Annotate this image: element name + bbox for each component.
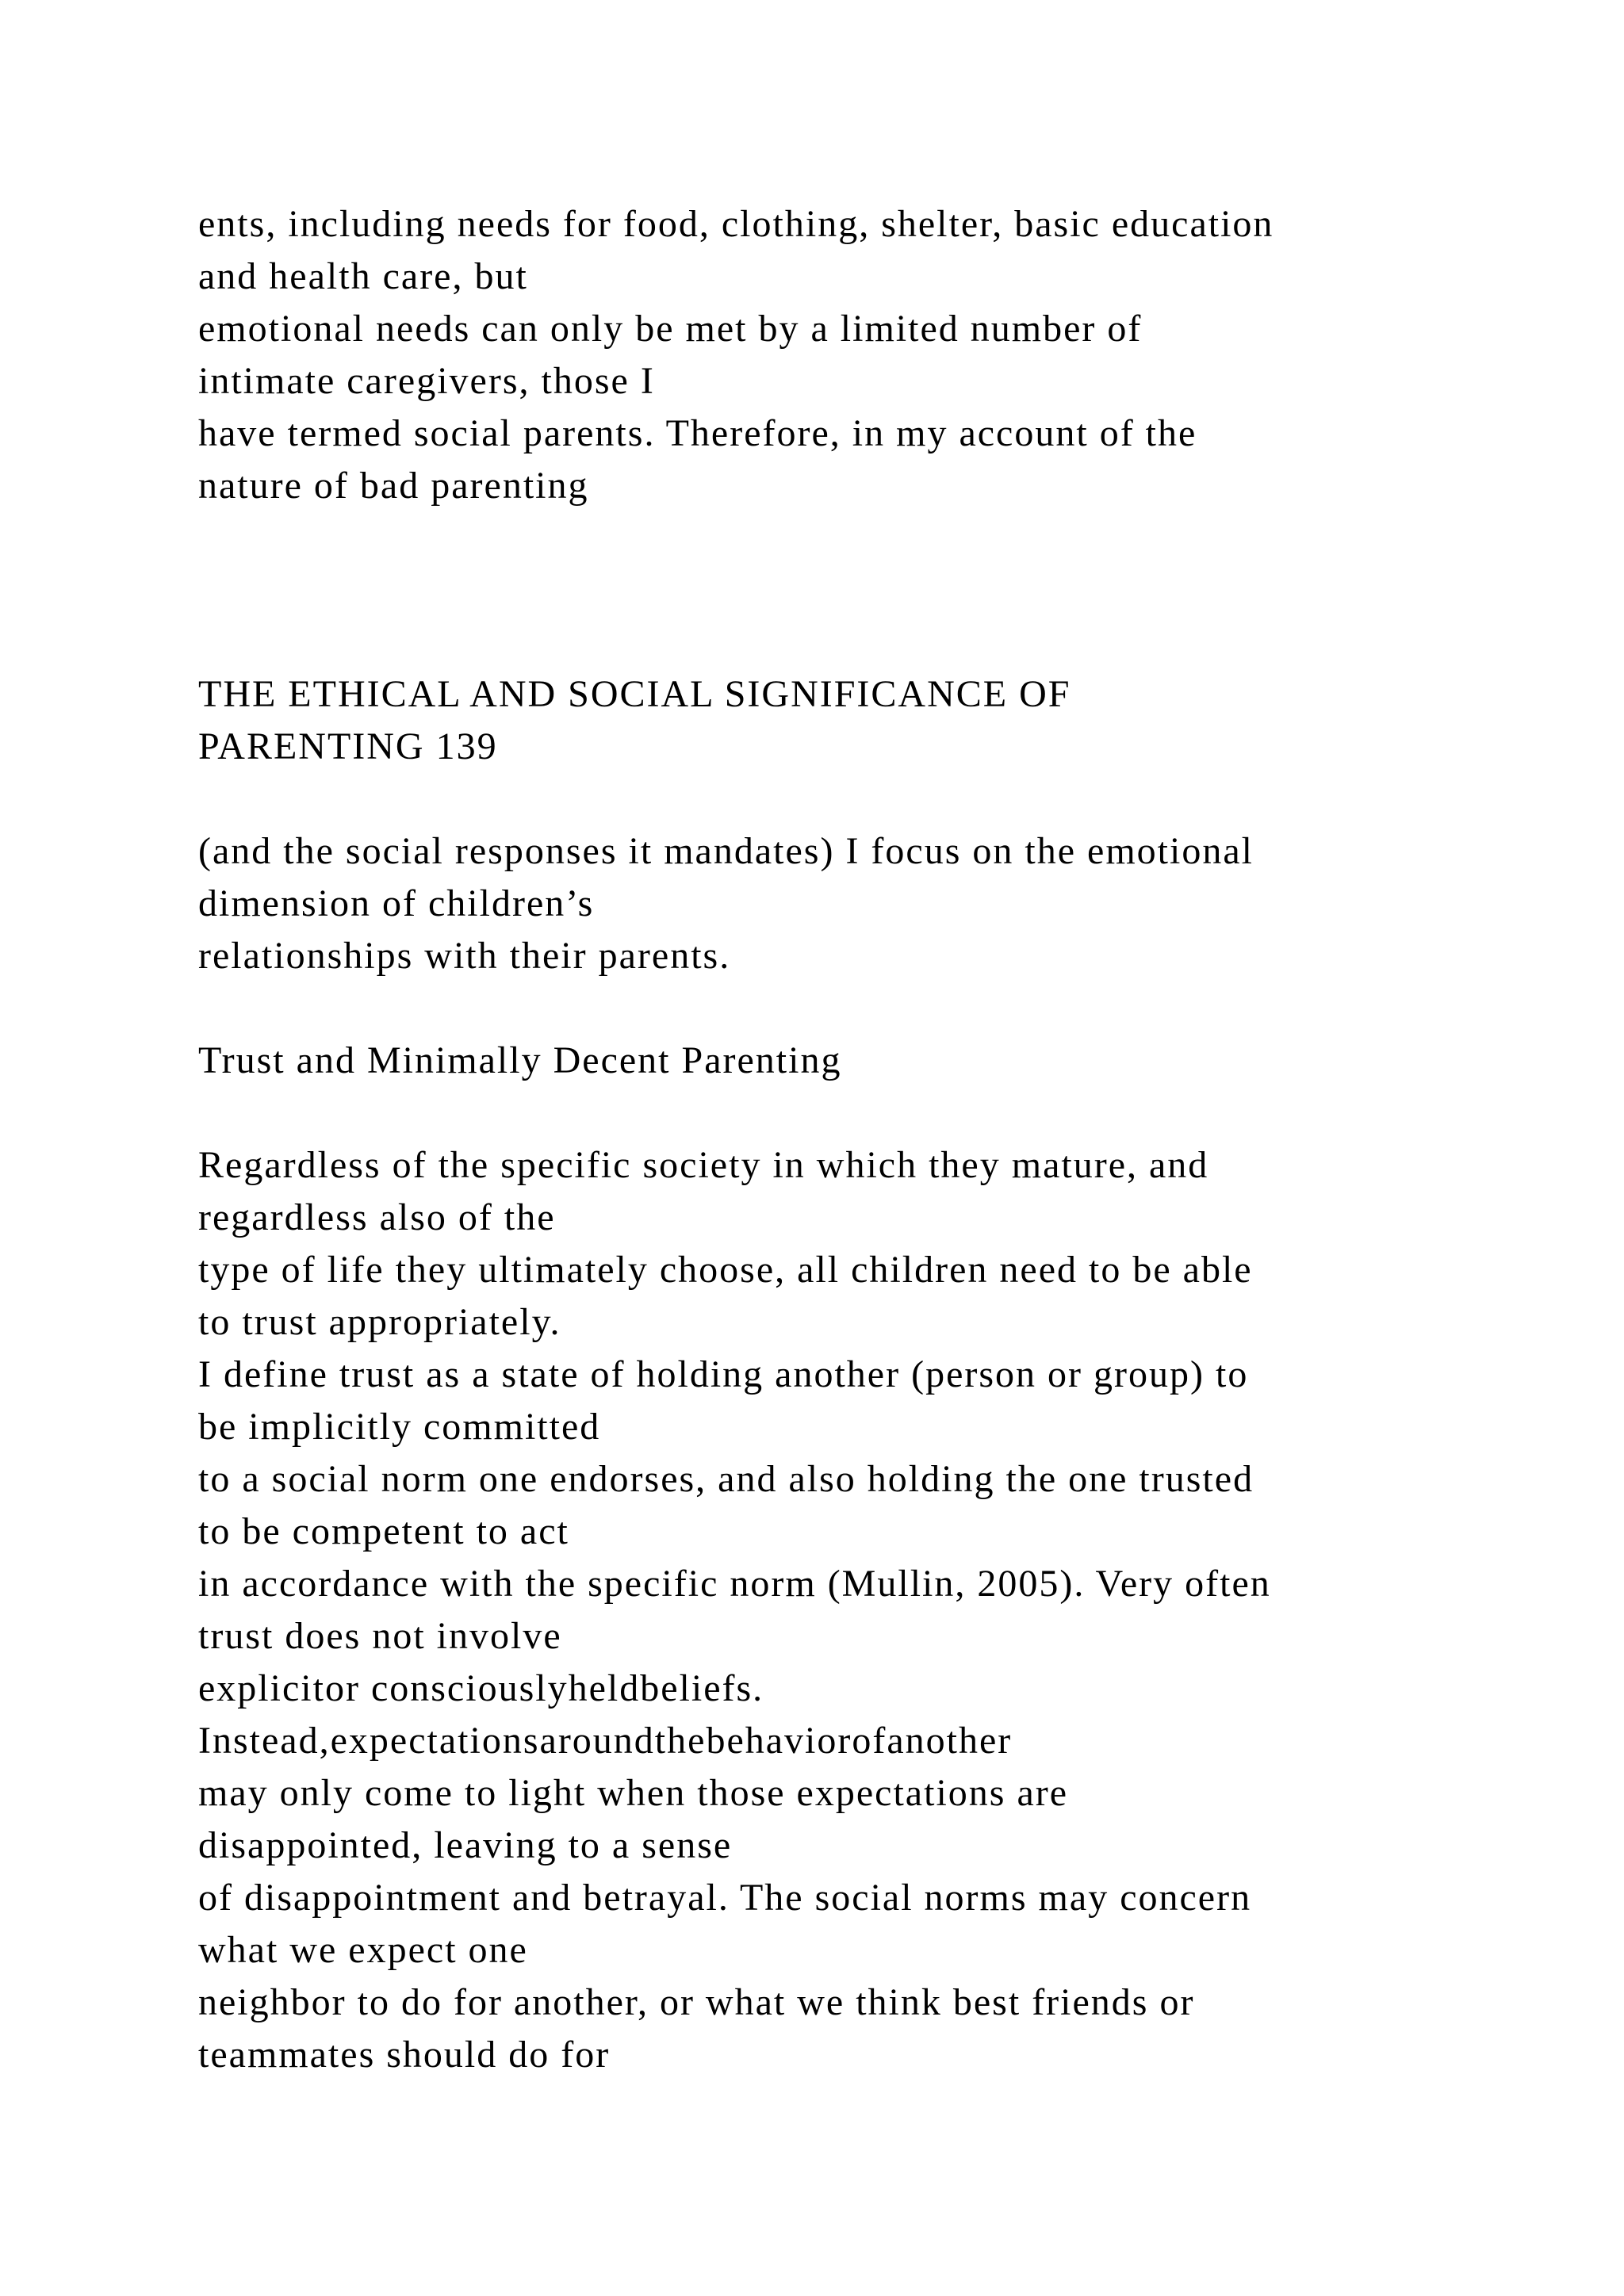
text-line: I define trust as a state of holding another (person or group) to [198,1353,1249,1395]
text-line: explicitor consciouslyheldbeliefs. [198,1667,764,1709]
running-header-line: PARENTING 139 [198,725,498,767]
paragraph-continuation [198,825,1546,982]
text-line: relationships with their parents. [198,935,731,977]
text-line: dimension of children’s [198,882,595,924]
text-line: and health care, but [198,255,528,297]
text-line: to trust appropriately. [198,1301,561,1343]
text-line: what we expect one [198,1929,528,1971]
text-line: neighbor to do for another, or what we think best friends or [198,1981,1195,2023]
text-line: (and the social responses it mandates) I focus on the emotional [198,830,1254,872]
text-line: nature of bad parenting [198,465,589,507]
paragraph-body [198,1139,1546,2081]
text-line: have termed social parents. Therefore, in my account of the [198,412,1197,454]
text-line: emotional needs can only be met by a limited number of [198,308,1143,350]
running-header [198,668,1546,773]
text-line: type of life they ultimately choose, all children need to be able [198,1249,1253,1291]
text-line: intimate caregivers, those I [198,360,655,402]
text-line: trust does not involve [198,1615,562,1657]
text-line: disappointed, leaving to a sense [198,1824,733,1866]
paragraph-top [198,198,1546,512]
text-line: in accordance with the specific norm (Mullin, 2005). Very often [198,1563,1271,1605]
text-line: Instead,expectationsaroundthebehaviorofanother [198,1720,1013,1762]
text-line: be implicitly committed [198,1406,601,1448]
text-line: ents, including needs for food, clothing, shelter, basic education [198,203,1274,245]
text-line: of disappointment and betrayal. The social norms may concern [198,1877,1252,1919]
section-heading-text: Trust and Minimally Decent Parenting [198,1039,842,1081]
text-line: teammates should do for [198,2034,611,2076]
text-line: to a social norm one endorses, and also holding the one trusted [198,1458,1254,1500]
text-line: may only come to light when those expectations are [198,1772,1069,1814]
running-header-line: THE ETHICAL AND SOCIAL SIGNIFICANCE OF [198,673,1071,715]
text-line: to be competent to act [198,1510,569,1552]
text-line: regardless also of the [198,1196,556,1238]
section-heading [198,1035,1546,1087]
text-line: Regardless of the specific society in which they mature, and [198,1144,1209,1186]
